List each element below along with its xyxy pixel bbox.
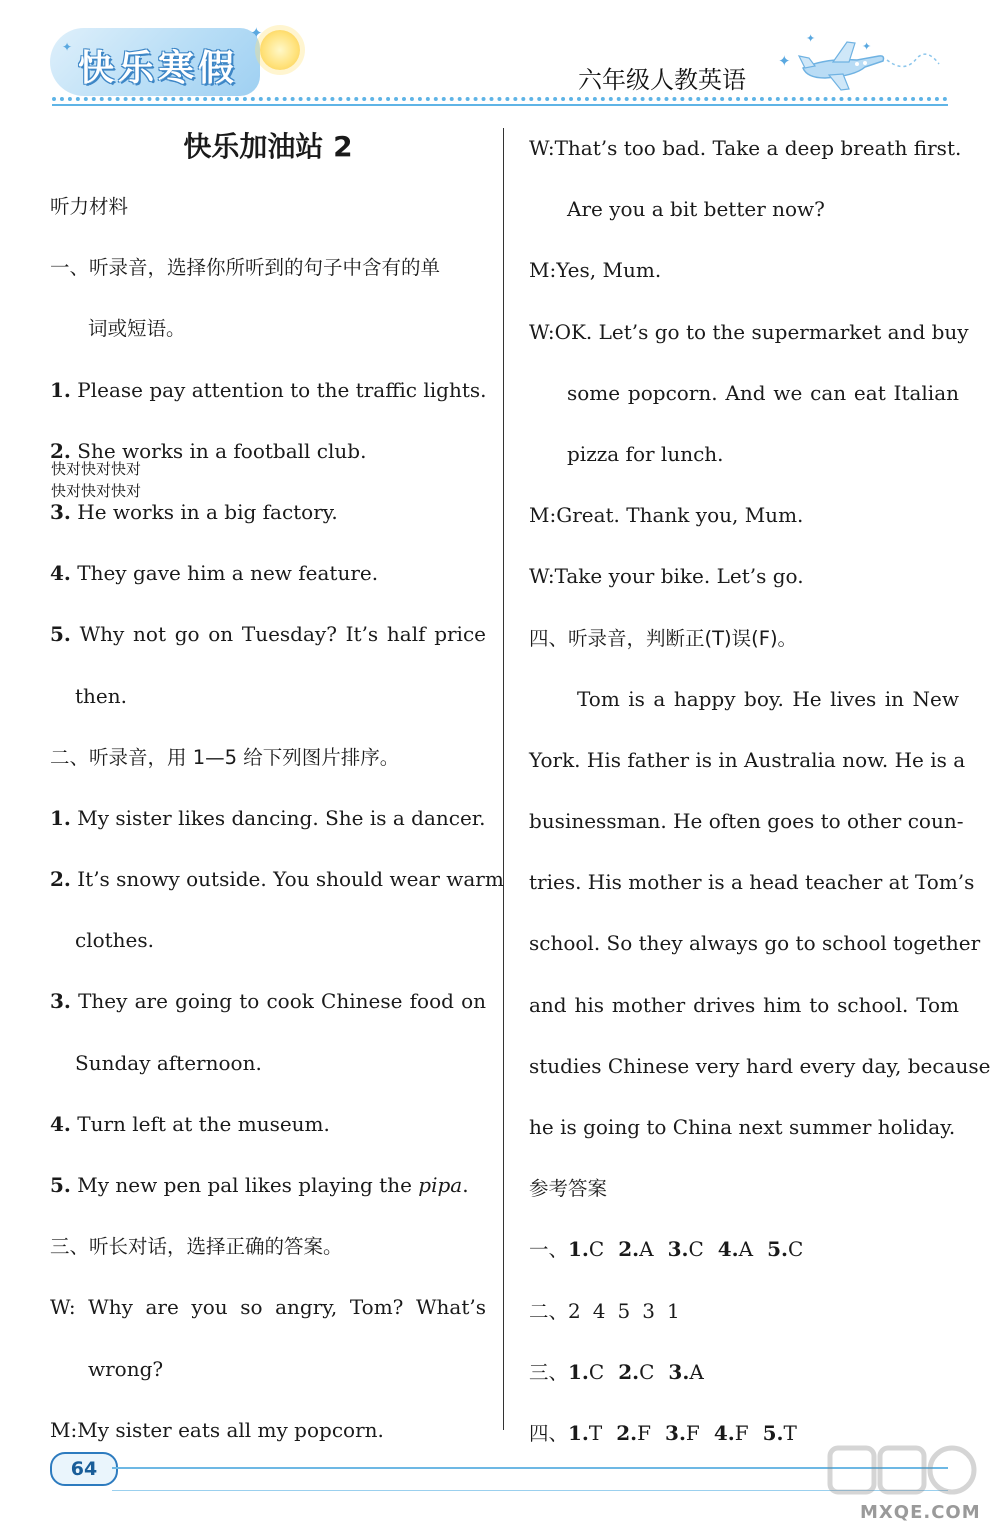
page-title: 快乐加油站 2 [183,130,353,163]
star-icon: ✦ [862,40,872,53]
header-rule [52,104,948,106]
dialogue-line: W:Take your bike. Let’s go. [529,564,804,589]
handwritten-scribble: 快对快对快对 快对快对快对 [51,460,142,500]
star-icon: ✦ [250,24,263,42]
listening-item: 5. Why not go on Tuesday? It’s half price [50,622,486,647]
ordering-item: 3. They are going to cook Chinese food on [50,989,487,1014]
dialogue-line: W:That’s too bad. Take a deep breath first. [529,136,962,160]
answer-row: 一、1.C 2.A 3.C 4.A 5.C [529,1237,804,1262]
section3-heading: 三、听长对话，选择正确的答案。 [50,1235,343,1259]
sun-icon [260,30,300,70]
header-subtitle: 六年级人教英语 [578,66,746,94]
passage-line: and his mother drives him to school. Tom [529,992,959,1017]
column-divider [503,128,504,1430]
section2-heading: 二、听录音，用 1—5 给下列图片排序。 [50,745,400,769]
star-icon: ✦ [62,40,73,54]
ordering-item: 2. It’s snowy outside. You should wear warm [50,867,504,892]
answers-heading: 参考答案 [529,1177,608,1201]
listening-item: 3. He works in a big factory. [50,499,338,524]
dialogue-line-cont: pizza for lunch. [567,441,724,466]
dialogue-line: M:Yes, Mum. [529,258,662,283]
dialogue-line: M:My sister eats all my popcorn. [50,1417,384,1442]
answer-row: 三、1.C 2.C 3.A [529,1359,704,1384]
listening-item: 2. She works in a football club. [50,438,367,463]
header-dotted-rule [52,97,948,101]
passage-line: businessman. He often goes to other coun- [529,809,964,834]
ordering-item-cont: Sunday afternoon. [75,1050,262,1075]
dialogue-line-cont: wrong? [88,1356,164,1381]
ordering-item: 1. My sister likes dancing. She is a dancer. [50,805,486,830]
ordering-item: 5. My new pen pal likes playing the pipa. [50,1173,469,1197]
passage-line: tries. His mother is a head teacher at Tom’s [529,870,975,895]
right-column [529,118,991,1464]
left-column [50,118,504,1461]
dialogue-line: W: Why are you so angry, Tom? What’s [50,1295,486,1320]
logo-text: 快乐寒假 [78,48,239,89]
passage-line: school. So they always go to school together [529,931,981,956]
listening-item: 4. They gave him a new feature. [50,561,379,586]
dialogue-line-cont: some popcorn. And we can eat Italian [567,380,959,405]
dialogue-line: M:Great. Thank you, Mum. [529,503,804,528]
dialogue-line: W:OK. Let’s go to the supermarket and buy [529,319,969,344]
star-icon: ✦ [778,52,791,70]
page-header [0,0,1000,110]
passage-line: York. His father is in Australia now. He is a [529,747,966,772]
star-icon: ✦ [806,32,816,45]
answer-row: 二、2 4 5 3 1 [529,1298,680,1323]
listening-item: 1. Please pay attention to the traffic lights. [50,377,487,402]
section4-heading: 四、听录音，判断正(T)误(F)。 [529,626,798,650]
watermark-text: MXQE.COM [860,1502,981,1523]
ordering-item: 4. Turn left at the museum. [50,1111,330,1136]
materials-heading: 听力材料 [50,195,129,218]
airplane-icon [795,34,945,96]
answer-row: 四、1.T 2.F 3.F 4.F 5.T [529,1420,797,1445]
ordering-item-cont: clothes. [75,928,155,953]
passage-line: he is going to China next summer holiday. [529,1115,956,1139]
dialogue-line-cont: Are you a bit better now? [567,197,825,222]
passage-line: studies Chinese very hard every day, because [529,1053,991,1078]
passage-line: Tom is a happy boy. He lives in New [577,686,959,711]
section1-heading-cont: 词或短语。 [88,317,186,341]
section1-heading: 一、听录音，选择你所听到的句子中含有的单 [50,256,441,280]
listening-item-cont: then. [75,683,127,708]
page-number: 64 [50,1452,118,1486]
